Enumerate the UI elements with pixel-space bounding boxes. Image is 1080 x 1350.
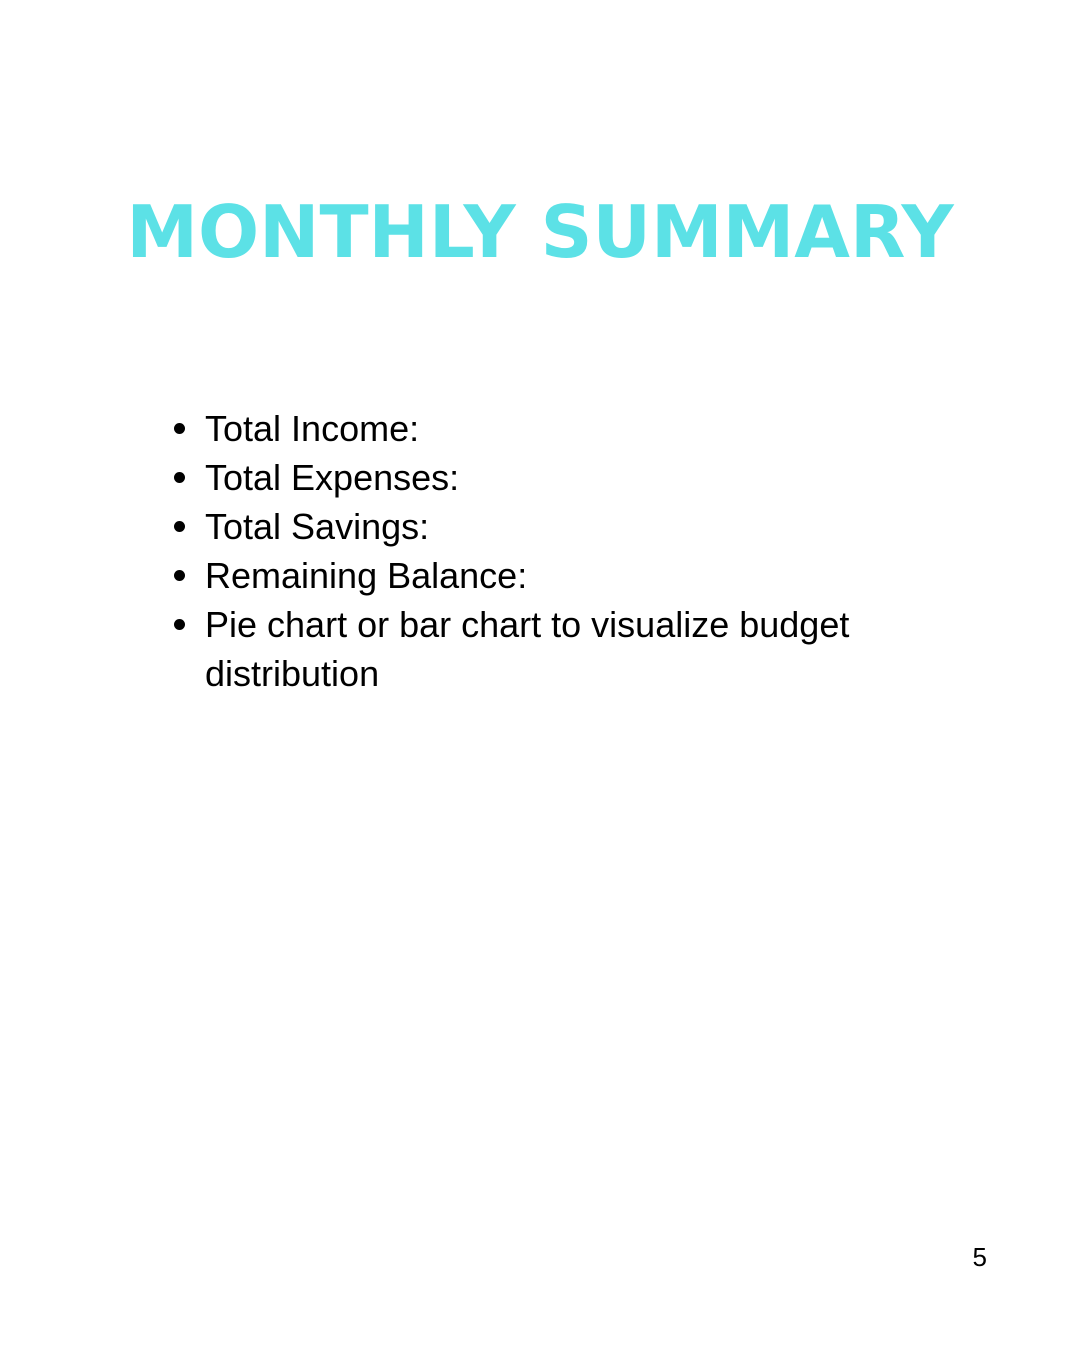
bullet-icon	[174, 472, 185, 483]
bullet-icon	[174, 570, 185, 581]
page-title: MONTHLY SUMMARY	[126, 190, 954, 275]
list-item	[205, 502, 925, 551]
summary-list	[205, 404, 925, 698]
bullet-icon	[174, 521, 185, 532]
list-item-label: Total Expenses:	[205, 457, 460, 498]
list-item	[205, 600, 925, 698]
list-item	[205, 551, 925, 600]
bullet-icon	[174, 423, 185, 434]
list-item-label: Total Savings:	[205, 506, 430, 547]
list-item-label: Remaining Balance:	[205, 555, 528, 596]
page-number: 5	[972, 1242, 987, 1272]
bullet-icon	[174, 619, 185, 630]
list-item-label: Pie chart or bar chart to visualize budget distribution	[205, 604, 850, 694]
list-item	[205, 453, 925, 502]
list-item	[205, 404, 925, 453]
list-item-label: Total Income:	[205, 408, 420, 449]
